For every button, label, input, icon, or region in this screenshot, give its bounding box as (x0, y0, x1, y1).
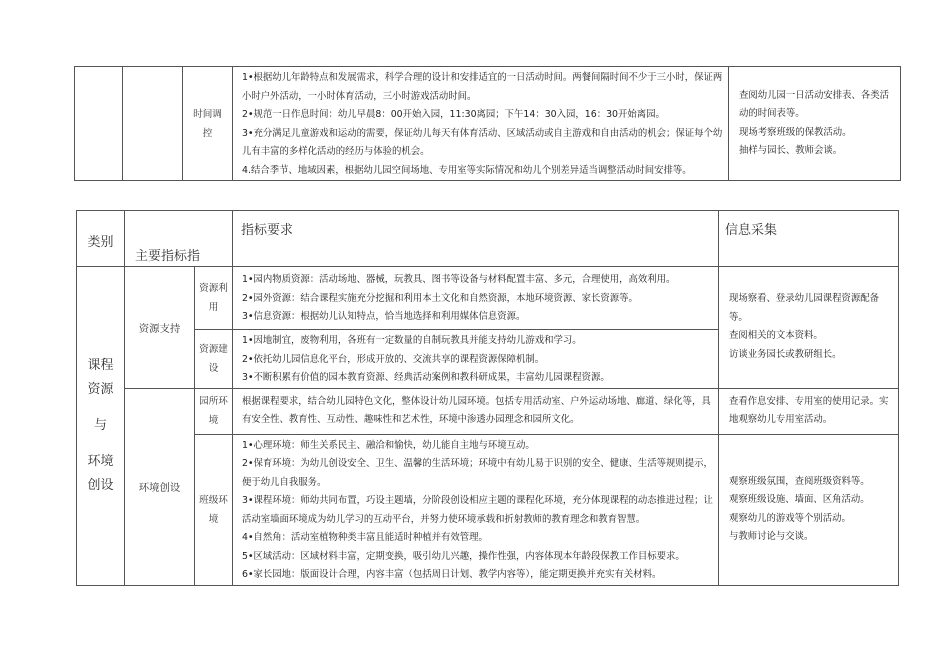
info-item: 查阅相关的文本资料。 (729, 330, 823, 342)
requirement-item: 4•自然角：活动室植物种类丰富且能适时种植并有效管理。 (242, 532, 488, 543)
info-item: 观察幼儿的游戏等个别活动。 (729, 512, 851, 524)
requirements-cell (233, 67, 729, 181)
sub-indicator-resource-use: 资源利用 (195, 267, 233, 330)
requirement-item: 2•依托幼儿园信息化平台，形成开放的、交流共享的课程资源保障机制。 (242, 353, 545, 365)
requirements-cell (233, 330, 719, 389)
main-indicator-resource-support: 资源支持 (125, 267, 195, 389)
requirements-cell (233, 267, 719, 330)
top-table (74, 66, 901, 181)
requirement-item: 4.结合季节、地域因素，根据幼儿园空间场地、专用室等实际情况和幼儿个别差异适当调整活动时间安排等。 (242, 164, 692, 176)
main-table (76, 210, 899, 586)
requirement-item: 3•不断积累有价值的园本教育资源、经典活动案例和教科研成果，丰富幼儿园课程资源。 (242, 372, 610, 383)
header-info: 信息采集 (719, 211, 899, 267)
info-item: 与教师讨论与交谈。 (729, 531, 814, 542)
info-cell (719, 388, 899, 434)
info-cell (719, 267, 899, 389)
info-item: 查看作息安排、专用室的使用记录。实地观察幼儿专用室活动。 (729, 395, 889, 425)
info-item: 现场察看、登录幼儿园课程资源配备等。 (729, 293, 880, 323)
sub-indicator-resource-build: 资源建设 (195, 330, 233, 389)
sub-indicator-class-env: 班级环境 (195, 434, 233, 585)
main-indicator-environment: 环境创设 (125, 388, 195, 585)
requirement-item: 1•因地制宜，废物利用，各班有一定数量的自制玩教具并能支持幼儿游戏和学习。 (242, 335, 582, 346)
info-item: 访谈业务园长或教研组长。 (729, 348, 842, 360)
requirements-cell (233, 388, 719, 434)
requirement-item: 2•规范一日作息时间：幼儿早晨8：00开始入园，11:30离园；下午14：30入园，16：30开始离园。 (242, 109, 665, 120)
top-category-cell (75, 67, 123, 181)
table-row (77, 434, 899, 585)
header-main-indicator: 主要指标指 (125, 211, 233, 267)
requirement-item: 3•课程环境：师幼共同布置，巧设主题墙，分阶段创设相应主题的课程化环境，充分体现课程的动态推进过程；让活动室墙面环境成为幼儿学习的互动平台，并努力使环境承载和折射教师的教育理念和教育智慧。 (242, 495, 713, 525)
requirement-item: 2•园外资源：结合课程实施充分挖掘和利用本土文化和自然资源，本地环境资源、家长资源等。 (242, 292, 638, 304)
requirement-item: 1•根据幼儿年龄特点和发展需求，科学合理的设计和安排适宜的一日活动时间。两餐间隔时间不少于三小时，保证两小时户外活动，一小时体育活动，三小时游戏活动时间。 (242, 72, 723, 102)
info-item: 现场考察班级的保教活动。 (739, 126, 852, 138)
info-item: 观察班级氛围，查阅班级资料等。 (729, 475, 870, 487)
requirement-item: 6•家长园地：版面设计合理，内容丰富（包括周日计划、教学内容等），能定期更换并充实有关材料。 (242, 569, 662, 580)
category-cell: 课程 资源 与 环境 创设 (77, 267, 125, 586)
info-item: 查阅幼儿园一日活动安排表、各类活动的时间表等。 (739, 89, 890, 119)
header-row (77, 211, 899, 267)
requirements-cell (233, 434, 719, 585)
info-item: 抽样与园长、教师会谈。 (739, 145, 843, 156)
info-item: 观察班级设施、墙面、区角活动。 (729, 494, 870, 505)
info-cell (729, 67, 901, 181)
requirement-item: 1•园内物质资源：活动场地、器械，玩教具、图书等设备与材料配置丰富、多元，合理使用，高效利用。 (242, 274, 676, 286)
requirement-item: 3•充分满足儿童游戏和运动的需要，保证幼儿每天有体育活动、区域活动或自主游戏和自由活动的机会；保证每个幼儿有丰富的多样化活动的经历与体验的机会。 (242, 127, 723, 157)
requirement-item: 1•心理环境：师生关系民主、融洽和愉快，幼儿能自主地与环境互动。 (242, 439, 535, 451)
info-cell (719, 434, 899, 585)
table-row (77, 388, 899, 434)
header-requirements: 指标要求 (233, 211, 719, 267)
top-main-cell (123, 67, 183, 181)
requirement-item: 5•区域活动：区域材料丰富，定期变换，吸引幼儿兴趣，操作性强，内容体现本年龄段保教工作目标要求。 (242, 550, 685, 562)
requirement-item: 3•信息资源：根据幼儿认知特点，恰当地选择和利用媒体信息资源。 (242, 311, 526, 323)
requirement-item: 根据课程要求，结合幼儿园特色文化，整体设计幼儿园环境。包括专用活动室、户外运动场地、廊道、绿化等，具有安全性、教育性、互动性、趣味性和艺术性，环境中渗透办园理念和园所文化。 (242, 395, 711, 425)
requirement-item: 2•保育环境：为幼儿创设安全、卫生、温馨的生活环境；环境中有幼儿易于识别的安全、健康、生活等规则提示，便于幼儿自我服务。 (242, 458, 713, 488)
header-category: 类别 (77, 211, 125, 267)
table-row (77, 267, 899, 330)
sub-indicator-time: 时间调控 (183, 67, 233, 181)
sub-indicator-campus-env: 园所环境 (195, 388, 233, 434)
